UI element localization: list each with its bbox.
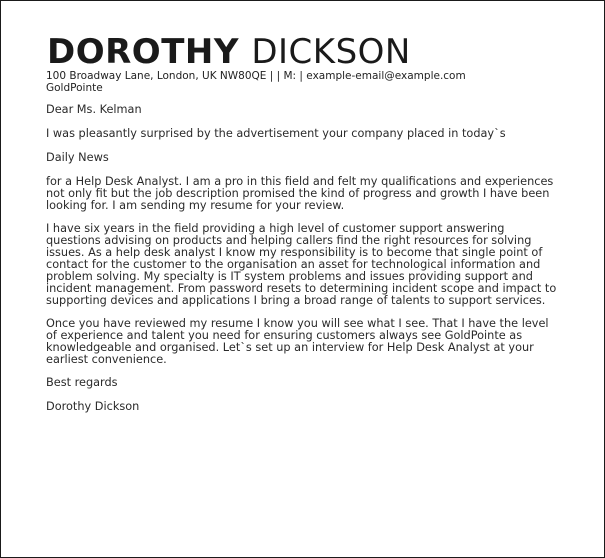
signature: Dorothy Dickson <box>46 400 140 413</box>
salutation: Dear Ms. Kelman <box>46 103 142 116</box>
sender-name <box>47 34 411 70</box>
sender-first-name: DOROTHY <box>47 32 239 72</box>
paragraph-2: I have six years in the field providing a high level of customer support answering questions advising on products and helping callers find the right resources for solving issues. As a help desk analyst I know my responsibility is to become that single point of contact for the customer to the organisation an asset for technological information and problem solving. My specialty is IT system problems and issues providing support and incident management. From password resets to determining incident scope and impact to supporting devices and applications I bring a broad range of talents to support services. <box>46 222 557 307</box>
paragraph-3: Once you have reviewed my resume I know you will see what I see. That I have the level of experience and talent you need for ensuring customers always see GoldPointe as knowledgeable and organised. Let`s set up an interview for Help Desk Analyst at your earliest convenience. <box>46 317 549 366</box>
company-name: GoldPointe <box>46 81 103 94</box>
sender-last-name: DICKSON <box>251 32 411 72</box>
contact-line: 100 Broadway Lane, London, UK NW80QE | | M: | example-email@example.com <box>46 70 466 82</box>
closing: Best regards <box>46 376 118 389</box>
publication-name: Daily News <box>46 151 109 164</box>
letter-body <box>46 104 562 425</box>
paragraph-1: for a Help Desk Analyst. I am a pro in this field and felt my qualifications and experiences not only fit but the job description promised the kind of progress and growth I have been looking for. I am sending my resume for your review. <box>46 175 554 212</box>
intro-line: I was pleasantly surprised by the advertisement your company placed in today`s <box>46 127 506 140</box>
contact-block <box>46 71 566 94</box>
